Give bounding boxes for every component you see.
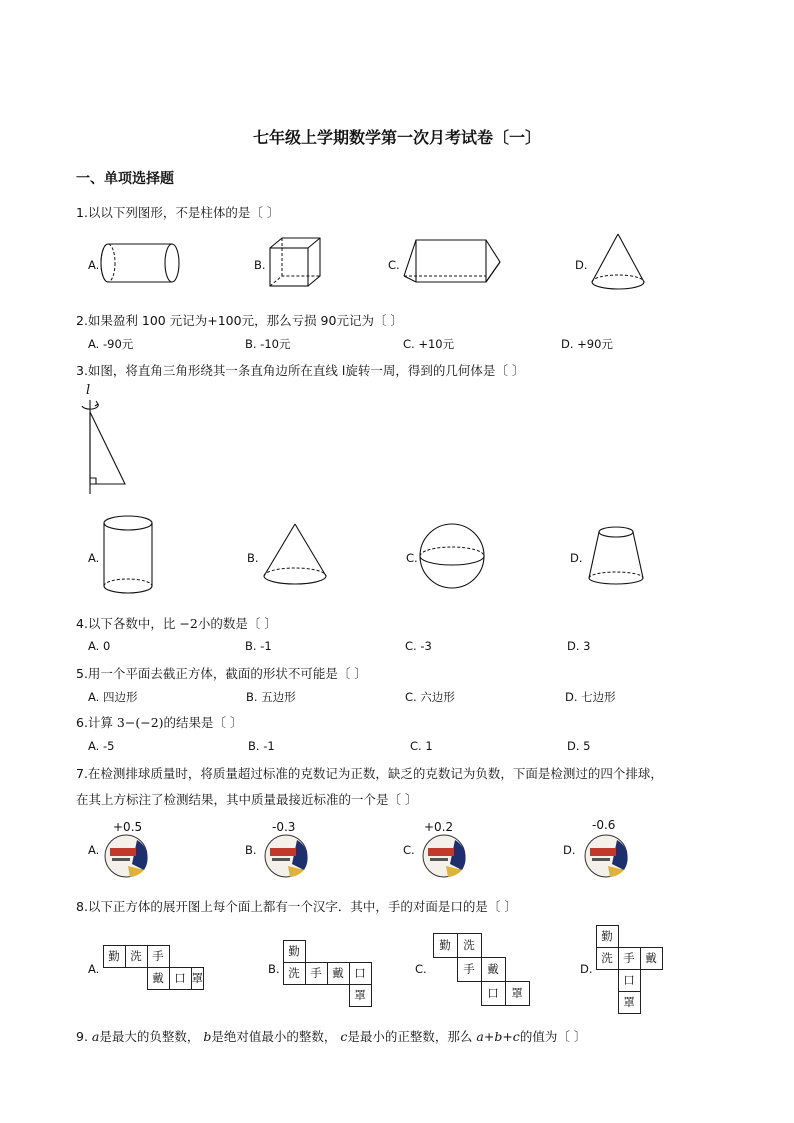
frustum-icon bbox=[586, 524, 646, 588]
cube-icon bbox=[268, 236, 324, 288]
net-cell: 洗 bbox=[125, 945, 148, 968]
cube-net-a bbox=[103, 945, 204, 989]
net-cell: 洗 bbox=[596, 947, 619, 970]
net-cell: 罩 bbox=[191, 967, 205, 990]
cube-net-c bbox=[433, 933, 529, 1005]
q3-option-b[interactable]: B. bbox=[247, 551, 259, 565]
volleyball-icon bbox=[104, 834, 148, 878]
cone-icon bbox=[262, 522, 328, 588]
net-cell: 罩 bbox=[505, 981, 530, 1006]
net-cell: 口 bbox=[169, 967, 192, 990]
net-cell: 勤 bbox=[596, 925, 619, 948]
q1-option-b[interactable]: B. bbox=[254, 258, 266, 272]
net-cell: 口 bbox=[481, 981, 506, 1006]
question-8: 8.以下正方体的展开图上每个面上都有一个汉字．其中，手的对面是口的是〔 〕 bbox=[76, 899, 517, 914]
q8-option-c[interactable]: C. bbox=[415, 962, 427, 976]
net-cell: 口 bbox=[349, 962, 372, 985]
q4-option-a[interactable]: A. 0 bbox=[88, 639, 111, 653]
question-6 bbox=[76, 713, 243, 731]
question-3: 3.如图，将直角三角形绕其一条直角边所在直线 l旋转一周，得到的几何体是〔 〕 bbox=[76, 363, 525, 378]
question-text: 的值为〔 〕 bbox=[519, 1029, 587, 1044]
question-text: 是最小的正整数，那么 bbox=[347, 1029, 473, 1044]
q4-option-b[interactable]: B. -1 bbox=[245, 639, 272, 653]
question-4-suffix: 小的数是〔 〕 bbox=[197, 616, 277, 631]
net-cell: 口 bbox=[618, 969, 641, 992]
q8-option-b[interactable]: B. bbox=[268, 962, 280, 976]
net-cell: 手 bbox=[305, 962, 328, 985]
cylinder-icon bbox=[102, 514, 154, 596]
question-7-line-1: 7.在检测排球质量时，将质量超过标准的克数记为正数，缺乏的克数记为负数，下面是检测过的四个排球， bbox=[76, 766, 663, 781]
net-cell: 勤 bbox=[283, 940, 306, 963]
ball-label: +0.2 bbox=[424, 820, 454, 834]
question-number: 9. bbox=[76, 1029, 88, 1044]
triangular-prism-icon bbox=[402, 238, 502, 284]
variable-a: a bbox=[91, 1029, 100, 1044]
q6-option-c[interactable]: C. 1 bbox=[410, 739, 433, 753]
axis-label: l bbox=[86, 383, 91, 398]
q6-option-d[interactable]: D. 5 bbox=[567, 739, 591, 753]
q1-option-d[interactable]: D. bbox=[575, 258, 588, 272]
cube-net-d bbox=[596, 925, 684, 1013]
question-2: 2.如果盈利 100 元记为+100元，那么亏损 90元记为〔 〕 bbox=[76, 313, 403, 328]
q8-option-d[interactable]: D. bbox=[580, 962, 593, 976]
question-6-suffix: 的结果是〔 〕 bbox=[163, 715, 243, 730]
net-cell: 手 bbox=[618, 947, 641, 970]
q7-option-b[interactable]: B. bbox=[245, 843, 257, 857]
section-heading: 一、单项选择题 bbox=[76, 171, 174, 187]
q3-option-c[interactable]: C. bbox=[406, 551, 418, 565]
q7-option-c[interactable]: C. bbox=[403, 843, 415, 857]
ball-label: +0.5 bbox=[113, 820, 143, 834]
q2-option-b[interactable]: B. -10元 bbox=[245, 337, 291, 351]
q1-option-a[interactable]: A. bbox=[88, 258, 100, 272]
net-cell: 罩 bbox=[349, 984, 372, 1007]
page-title: 七年级上学期数学第一次月考试卷〔一〕 bbox=[252, 128, 541, 147]
question-text: 是绝对值最小的整数， bbox=[211, 1029, 337, 1044]
q2-option-d[interactable]: D. +90元 bbox=[561, 337, 613, 351]
q5-option-b[interactable]: B. 五边形 bbox=[246, 690, 296, 704]
variable-c: c bbox=[340, 1029, 348, 1044]
ball-label: -0.3 bbox=[272, 820, 296, 834]
q6-option-b[interactable]: B. -1 bbox=[248, 739, 275, 753]
net-cell: 手 bbox=[147, 945, 170, 968]
net-cell: 罩 bbox=[618, 991, 641, 1014]
net-cell: 戴 bbox=[327, 962, 350, 985]
q3-option-d[interactable]: D. bbox=[570, 551, 583, 565]
q6-option-a[interactable]: A. -5 bbox=[88, 739, 115, 753]
q2-option-a[interactable]: A. -90元 bbox=[88, 337, 134, 351]
cylinder-icon bbox=[100, 240, 182, 286]
q8-option-a[interactable]: A. bbox=[88, 962, 100, 976]
sphere-icon bbox=[419, 521, 485, 591]
volleyball-icon bbox=[422, 834, 466, 878]
cone-icon bbox=[590, 232, 646, 292]
right-triangle-icon bbox=[74, 396, 130, 496]
net-cell: 戴 bbox=[640, 947, 663, 970]
net-cell: 戴 bbox=[147, 967, 170, 990]
ball-label: -0.6 bbox=[592, 818, 616, 832]
net-cell: 勤 bbox=[103, 945, 126, 968]
q4-option-c[interactable]: C. -3 bbox=[405, 639, 432, 653]
net-cell: 手 bbox=[457, 957, 482, 982]
math-expression: −2 bbox=[179, 616, 198, 631]
question-text: 是最大的负整数， bbox=[99, 1029, 200, 1044]
question-9 bbox=[76, 1027, 586, 1045]
net-cell: 洗 bbox=[457, 933, 482, 958]
q5-option-d[interactable]: D. 七边形 bbox=[565, 690, 616, 704]
volleyball-icon bbox=[584, 834, 628, 878]
question-4 bbox=[76, 614, 277, 632]
question-5: 5.用一个平面去截正方体，截面的形状不可能是〔 〕 bbox=[76, 666, 367, 681]
question-6-prefix: 6.计算 bbox=[76, 715, 113, 730]
q2-option-c[interactable]: C. +10元 bbox=[403, 337, 455, 351]
question-4-prefix: 4.以下各数中，比 bbox=[76, 616, 176, 631]
net-cell: 戴 bbox=[481, 957, 506, 982]
variable-b: b bbox=[203, 1029, 212, 1044]
net-cell: 勤 bbox=[433, 933, 458, 958]
q5-option-a[interactable]: A. 四边形 bbox=[88, 690, 138, 704]
q7-option-a[interactable]: A. bbox=[88, 843, 100, 857]
q4-option-d[interactable]: D. 3 bbox=[567, 639, 591, 653]
math-expression: a+b+c bbox=[476, 1029, 520, 1044]
q7-option-d[interactable]: D. bbox=[563, 843, 576, 857]
question-1: 1.以以下列图形，不是柱体的是〔 〕 bbox=[76, 205, 280, 220]
q3-option-a[interactable]: A. bbox=[88, 551, 100, 565]
question-7-line-2: 在其上方标注了检测结果，其中质量最接近标准的一个是〔 〕 bbox=[76, 792, 418, 807]
q1-option-c[interactable]: C. bbox=[388, 258, 400, 272]
cube-net-b bbox=[283, 940, 371, 1006]
volleyball-icon bbox=[264, 834, 308, 878]
math-expression: 3−(−2) bbox=[116, 715, 164, 730]
q5-option-c[interactable]: C. 六边形 bbox=[405, 690, 455, 704]
net-cell: 洗 bbox=[283, 962, 306, 985]
